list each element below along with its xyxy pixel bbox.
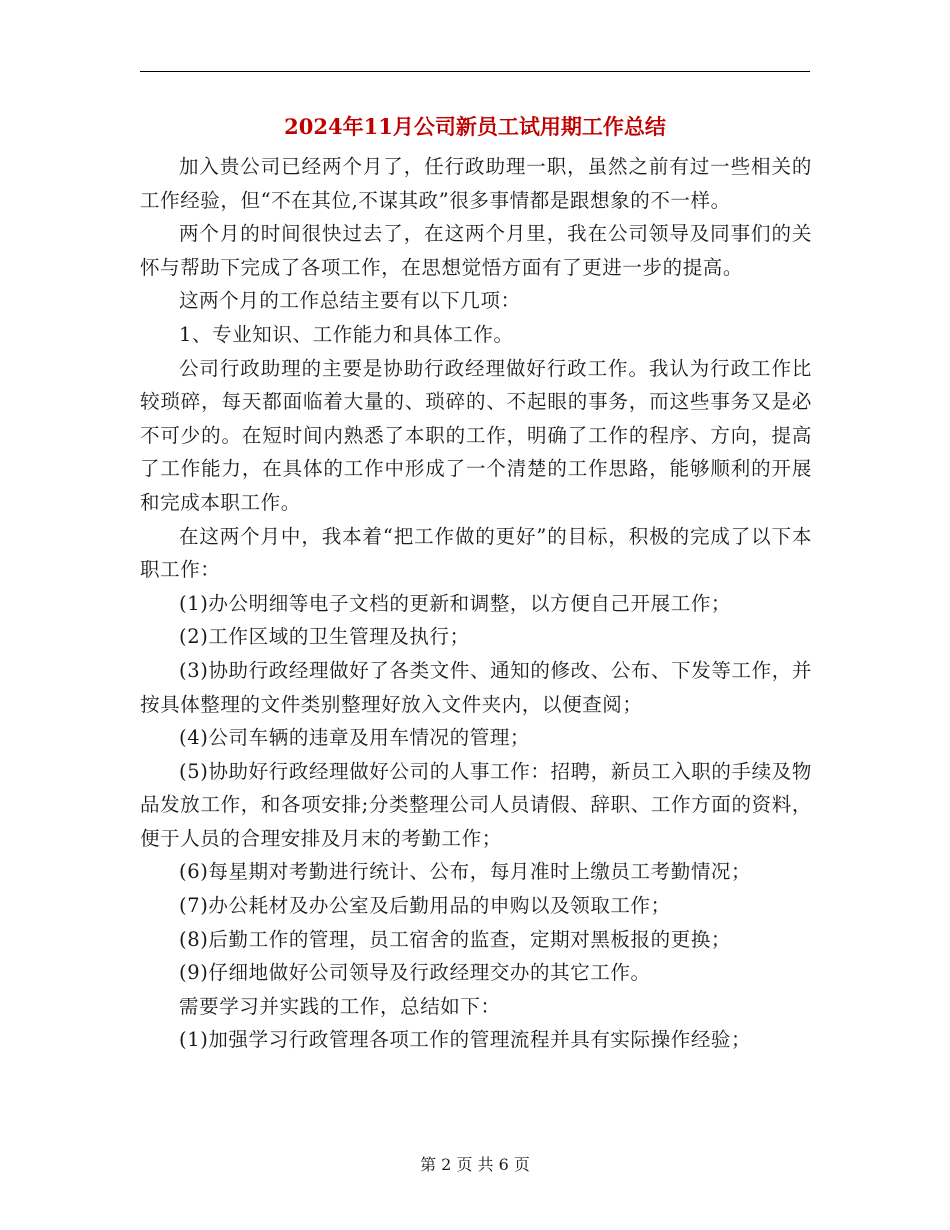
paragraph: 这两个月的工作总结主要有以下几项： — [179, 289, 521, 313]
document-body — [140, 150, 812, 1057]
list-item: (7)办公耗材及办公室及后勤用品的申购以及领取工作； — [179, 894, 671, 918]
paragraph: 加入贵公司已经两个月了，任行政助理一职，虽然之前有过一些相关的工作经验，但“不在其位,不谋其政”很多事情都是跟想象的不一样。 — [140, 155, 812, 212]
page-number: 第 2 页 共 6 页 — [420, 1155, 530, 1174]
list-item: (2)工作区域的卫生管理及执行； — [179, 625, 470, 649]
list-item: (5)协助好行政经理做好公司的人事工作：招聘，新员工入职的手续及物品发放工作，和各项安排;分类整理公司人员请假、辞职、工作方面的资料，便于人员的合理安排及月末的考勤工作； — [140, 759, 812, 850]
list-item: (8)后勤工作的管理，员工宿舍的监查，定期对黑板报的更换； — [179, 927, 732, 951]
list-item: (1)办公明细等电子文档的更新和调整，以方便自己开展工作； — [179, 591, 732, 615]
header-rule — [140, 71, 810, 72]
document-title: 2024年11月公司新员工试用期工作总结 — [284, 114, 666, 139]
list-item: (4)公司车辆的违章及用车情况的管理； — [179, 726, 531, 750]
section-heading: 1、专业知识、工作能力和具体工作。 — [179, 322, 514, 346]
paragraph: 两个月的时间很快过去了，在这两个月里，我在公司领导及同事们的关怀与帮助下完成了各项工作，在思想觉悟方面有了更进一步的提高。 — [140, 222, 812, 279]
list-item: (9)仔细地做好公司领导及行政经理交办的其它工作。 — [179, 961, 651, 985]
paragraph: 公司行政助理的主要是协助行政经理做好行政工作。我认为行政工作比较琐碎，每天都面临着大量的、琐碎的、不起眼的事务，而这些事务又是必不可少的。在短时间内熟悉了本职的工作，明确了工作的程序、方向，提高了工作能力，在具体的工作中形成了一个清楚的工作思路，能够顺利的开展和完成本职工作。 — [140, 356, 812, 514]
list-item: (3)协助行政经理做好了各类文件、通知的修改、公布、下发等工作，并按具体整理的文件类别整理好放入文件夹内，以便查阅； — [140, 658, 812, 716]
list-item: (1)加强学习行政管理各项工作的管理流程并具有实际操作经验； — [179, 1028, 752, 1052]
paragraph: 在这两个月中，我本着“把工作做的更好”的目标，积极的完成了以下本职工作： — [140, 524, 812, 582]
paragraph: 需要学习并实践的工作，总结如下： — [179, 994, 501, 1018]
list-item: (6)每星期对考勤进行统计、公布，每月准时上缴员工考勤情况； — [179, 860, 752, 884]
